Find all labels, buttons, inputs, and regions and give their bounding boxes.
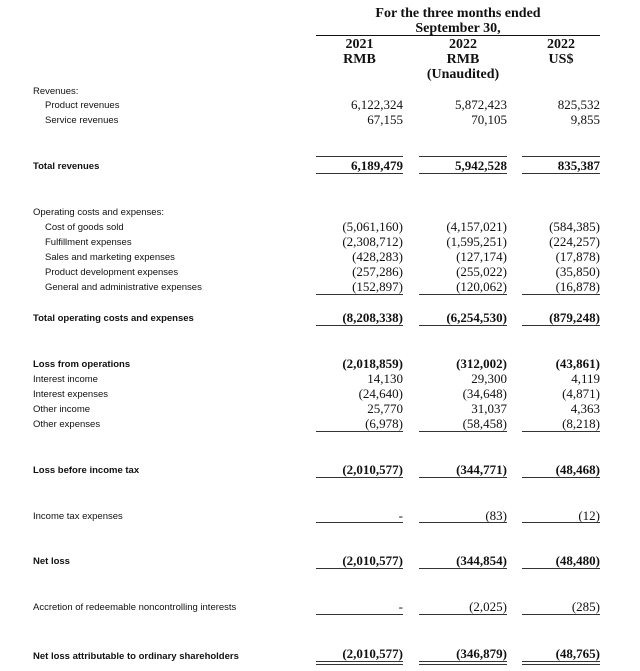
rule — [419, 294, 507, 295]
period-header — [316, 6, 600, 36]
double-rule — [316, 661, 403, 665]
cell-general-admin-2022-rmb: (120,062) — [456, 279, 507, 294]
rule — [419, 477, 507, 478]
rule — [419, 568, 507, 569]
row-label-other-expenses: Other expenses — [33, 419, 101, 430]
cell-net-loss-attr-2022-usd: (48,765) — [555, 646, 600, 661]
rule — [316, 156, 403, 157]
cell-other-expenses-2022-usd: (8,218) — [562, 416, 600, 431]
row-label-product-development: Product development expenses — [45, 267, 179, 278]
rule — [419, 173, 507, 174]
row-label-other-income: Other income — [33, 404, 91, 415]
rule — [522, 173, 600, 174]
row-label-income-tax: Income tax expenses — [33, 511, 123, 522]
row-label-loss-before-tax: Loss before income tax — [33, 465, 140, 476]
cell-cogs-2021-rmb: (5,061,160) — [342, 219, 403, 234]
cell-product-revenues-2022-usd: 825,532 — [557, 97, 600, 112]
column-header-2021-rmb — [316, 37, 403, 67]
cell-total-opex-2021-rmb: (8,208,338) — [342, 310, 403, 325]
cell-other-expenses-2021-rmb: (6,978) — [365, 416, 403, 431]
rule — [522, 522, 600, 523]
column-year: 2022 — [449, 37, 477, 52]
rule — [316, 477, 403, 478]
cell-interest-income-2021-rmb: 14,130 — [367, 371, 403, 386]
column-year: 2022 — [547, 37, 575, 52]
row-label-interest-income: Interest income — [33, 374, 98, 385]
rule — [419, 431, 507, 432]
cell-accretion-2021-rmb: - — [398, 599, 403, 614]
column-currency: RMB — [446, 52, 480, 67]
rule — [419, 614, 507, 615]
cell-sales-marketing-2022-usd: (17,878) — [555, 249, 600, 264]
cell-fulfillment-2022-usd: (224,257) — [549, 234, 600, 249]
cell-income-tax-2022-rmb: (83) — [485, 508, 507, 523]
cell-total-opex-2022-rmb: (6,254,530) — [446, 310, 507, 325]
cell-interest-income-2022-rmb: 29,300 — [471, 371, 507, 386]
cell-loss-before-tax-2021-rmb: (2,010,577) — [342, 462, 403, 477]
cell-fulfillment-2021-rmb: (2,308,712) — [342, 234, 403, 249]
row-label-accretion: Accretion of redeemable noncontrolling interests — [33, 602, 237, 613]
cell-net-loss-2022-usd: (48,480) — [555, 553, 600, 568]
cell-net-loss-attr-2022-rmb: (346,879) — [456, 646, 507, 661]
cell-other-income-2022-usd: 4,363 — [570, 401, 600, 416]
cell-net-loss-2021-rmb: (2,010,577) — [342, 553, 403, 568]
cell-loss-ops-2022-usd: (43,861) — [555, 356, 600, 371]
row-label-loss-from-operations: Loss from operations — [33, 359, 131, 370]
cell-interest-expenses-2022-rmb: (34,648) — [462, 386, 507, 401]
cell-total-revenues-2022-usd: 835,387 — [557, 158, 600, 173]
rule — [419, 325, 507, 326]
row-label-interest-expenses: Interest expenses — [33, 389, 108, 400]
column-year: 2021 — [345, 37, 374, 52]
row-label-total-opex: Total operating costs and expenses — [33, 313, 194, 324]
cell-interest-expenses-2022-usd: (4,871) — [562, 386, 600, 401]
column-note: (Unaudited) — [426, 67, 500, 82]
rule — [316, 614, 403, 615]
rule — [316, 325, 403, 326]
rule — [316, 522, 403, 523]
rule — [316, 431, 403, 432]
cell-general-admin-2022-usd: (16,878) — [555, 279, 600, 294]
column-header-2022-usd — [522, 37, 600, 67]
column-currency: RMB — [343, 52, 376, 67]
cell-loss-before-tax-2022-usd: (48,468) — [555, 462, 600, 477]
rule — [522, 431, 600, 432]
cell-interest-expenses-2021-rmb: (24,640) — [358, 386, 403, 401]
rule — [522, 568, 600, 569]
row-label-net-loss-attributable: Net loss attributable to ordinary shareholders — [33, 651, 239, 662]
cell-net-loss-attr-2021-rmb: (2,010,577) — [342, 646, 403, 661]
cell-sales-marketing-2021-rmb: (428,283) — [352, 249, 403, 264]
rule — [522, 156, 600, 157]
cell-general-admin-2021-rmb: (152,897) — [352, 279, 403, 294]
rule — [522, 325, 600, 326]
cell-income-tax-2022-usd: (12) — [578, 508, 600, 523]
row-label-total-revenues: Total revenues — [33, 161, 100, 172]
rule — [316, 568, 403, 569]
period-title-line1: For the three months ended — [375, 6, 541, 21]
cell-product-dev-2022-usd: (35,850) — [555, 264, 600, 279]
rule — [316, 294, 403, 295]
cell-other-expenses-2022-rmb: (58,458) — [462, 416, 507, 431]
cell-interest-income-2022-usd: 4,119 — [571, 371, 600, 386]
cell-net-loss-2022-rmb: (344,854) — [456, 553, 507, 568]
cell-income-tax-2021-rmb: - — [398, 508, 403, 523]
cell-product-revenues-2022-rmb: 5,872,423 — [455, 97, 507, 112]
cell-other-income-2022-rmb: 31,037 — [471, 401, 507, 416]
row-label-service-revenues: Service revenues — [45, 115, 119, 126]
column-currency: US$ — [548, 52, 574, 67]
row-label-net-loss: Net loss — [33, 556, 70, 567]
rule — [419, 156, 507, 157]
rule — [316, 173, 403, 174]
cell-cogs-2022-rmb: (4,157,021) — [446, 219, 507, 234]
cell-service-revenues-2022-usd: 9,855 — [570, 112, 600, 127]
rule — [522, 614, 600, 615]
header-rule — [316, 35, 600, 36]
double-rule — [419, 661, 507, 665]
cell-total-opex-2022-usd: (879,248) — [549, 310, 600, 325]
cell-sales-marketing-2022-rmb: (127,174) — [456, 249, 507, 264]
cell-product-dev-2021-rmb: (257,286) — [352, 264, 403, 279]
column-header-2022-rmb — [419, 37, 507, 82]
row-label-product-revenues: Product revenues — [45, 100, 120, 111]
cell-accretion-2022-rmb: (2,025) — [469, 599, 507, 614]
row-label-sales-marketing: Sales and marketing expenses — [45, 252, 175, 263]
cell-other-income-2021-rmb: 25,770 — [367, 401, 403, 416]
cell-loss-ops-2021-rmb: (2,018,859) — [342, 356, 403, 371]
cell-service-revenues-2021-rmb: 67,155 — [367, 112, 403, 127]
cell-accretion-2022-usd: (285) — [571, 599, 600, 614]
rule — [522, 294, 600, 295]
cell-service-revenues-2022-rmb: 70,105 — [471, 112, 507, 127]
cell-loss-before-tax-2022-rmb: (344,771) — [456, 462, 507, 477]
cell-fulfillment-2022-rmb: (1,595,251) — [446, 234, 507, 249]
cell-cogs-2022-usd: (584,385) — [549, 219, 600, 234]
rule — [522, 477, 600, 478]
cell-total-revenues-2021-rmb: 6,189,479 — [351, 158, 403, 173]
period-title-line2: September 30, — [415, 21, 501, 36]
rule — [419, 522, 507, 523]
row-label-cost-of-goods-sold: Cost of goods sold — [45, 222, 124, 233]
section-label-operating-costs: Operating costs and expenses: — [33, 207, 164, 218]
row-label-general-admin: General and administrative expenses — [45, 282, 202, 293]
cell-product-revenues-2021-rmb: 6,122,324 — [351, 97, 403, 112]
double-rule — [522, 661, 600, 665]
cell-total-revenues-2022-rmb: 5,942,528 — [455, 158, 507, 173]
section-label-revenues: Revenues: — [33, 86, 79, 97]
row-label-fulfillment-expenses: Fulfillment expenses — [45, 237, 132, 248]
cell-loss-ops-2022-rmb: (312,002) — [456, 356, 507, 371]
cell-product-dev-2022-rmb: (255,022) — [456, 264, 507, 279]
